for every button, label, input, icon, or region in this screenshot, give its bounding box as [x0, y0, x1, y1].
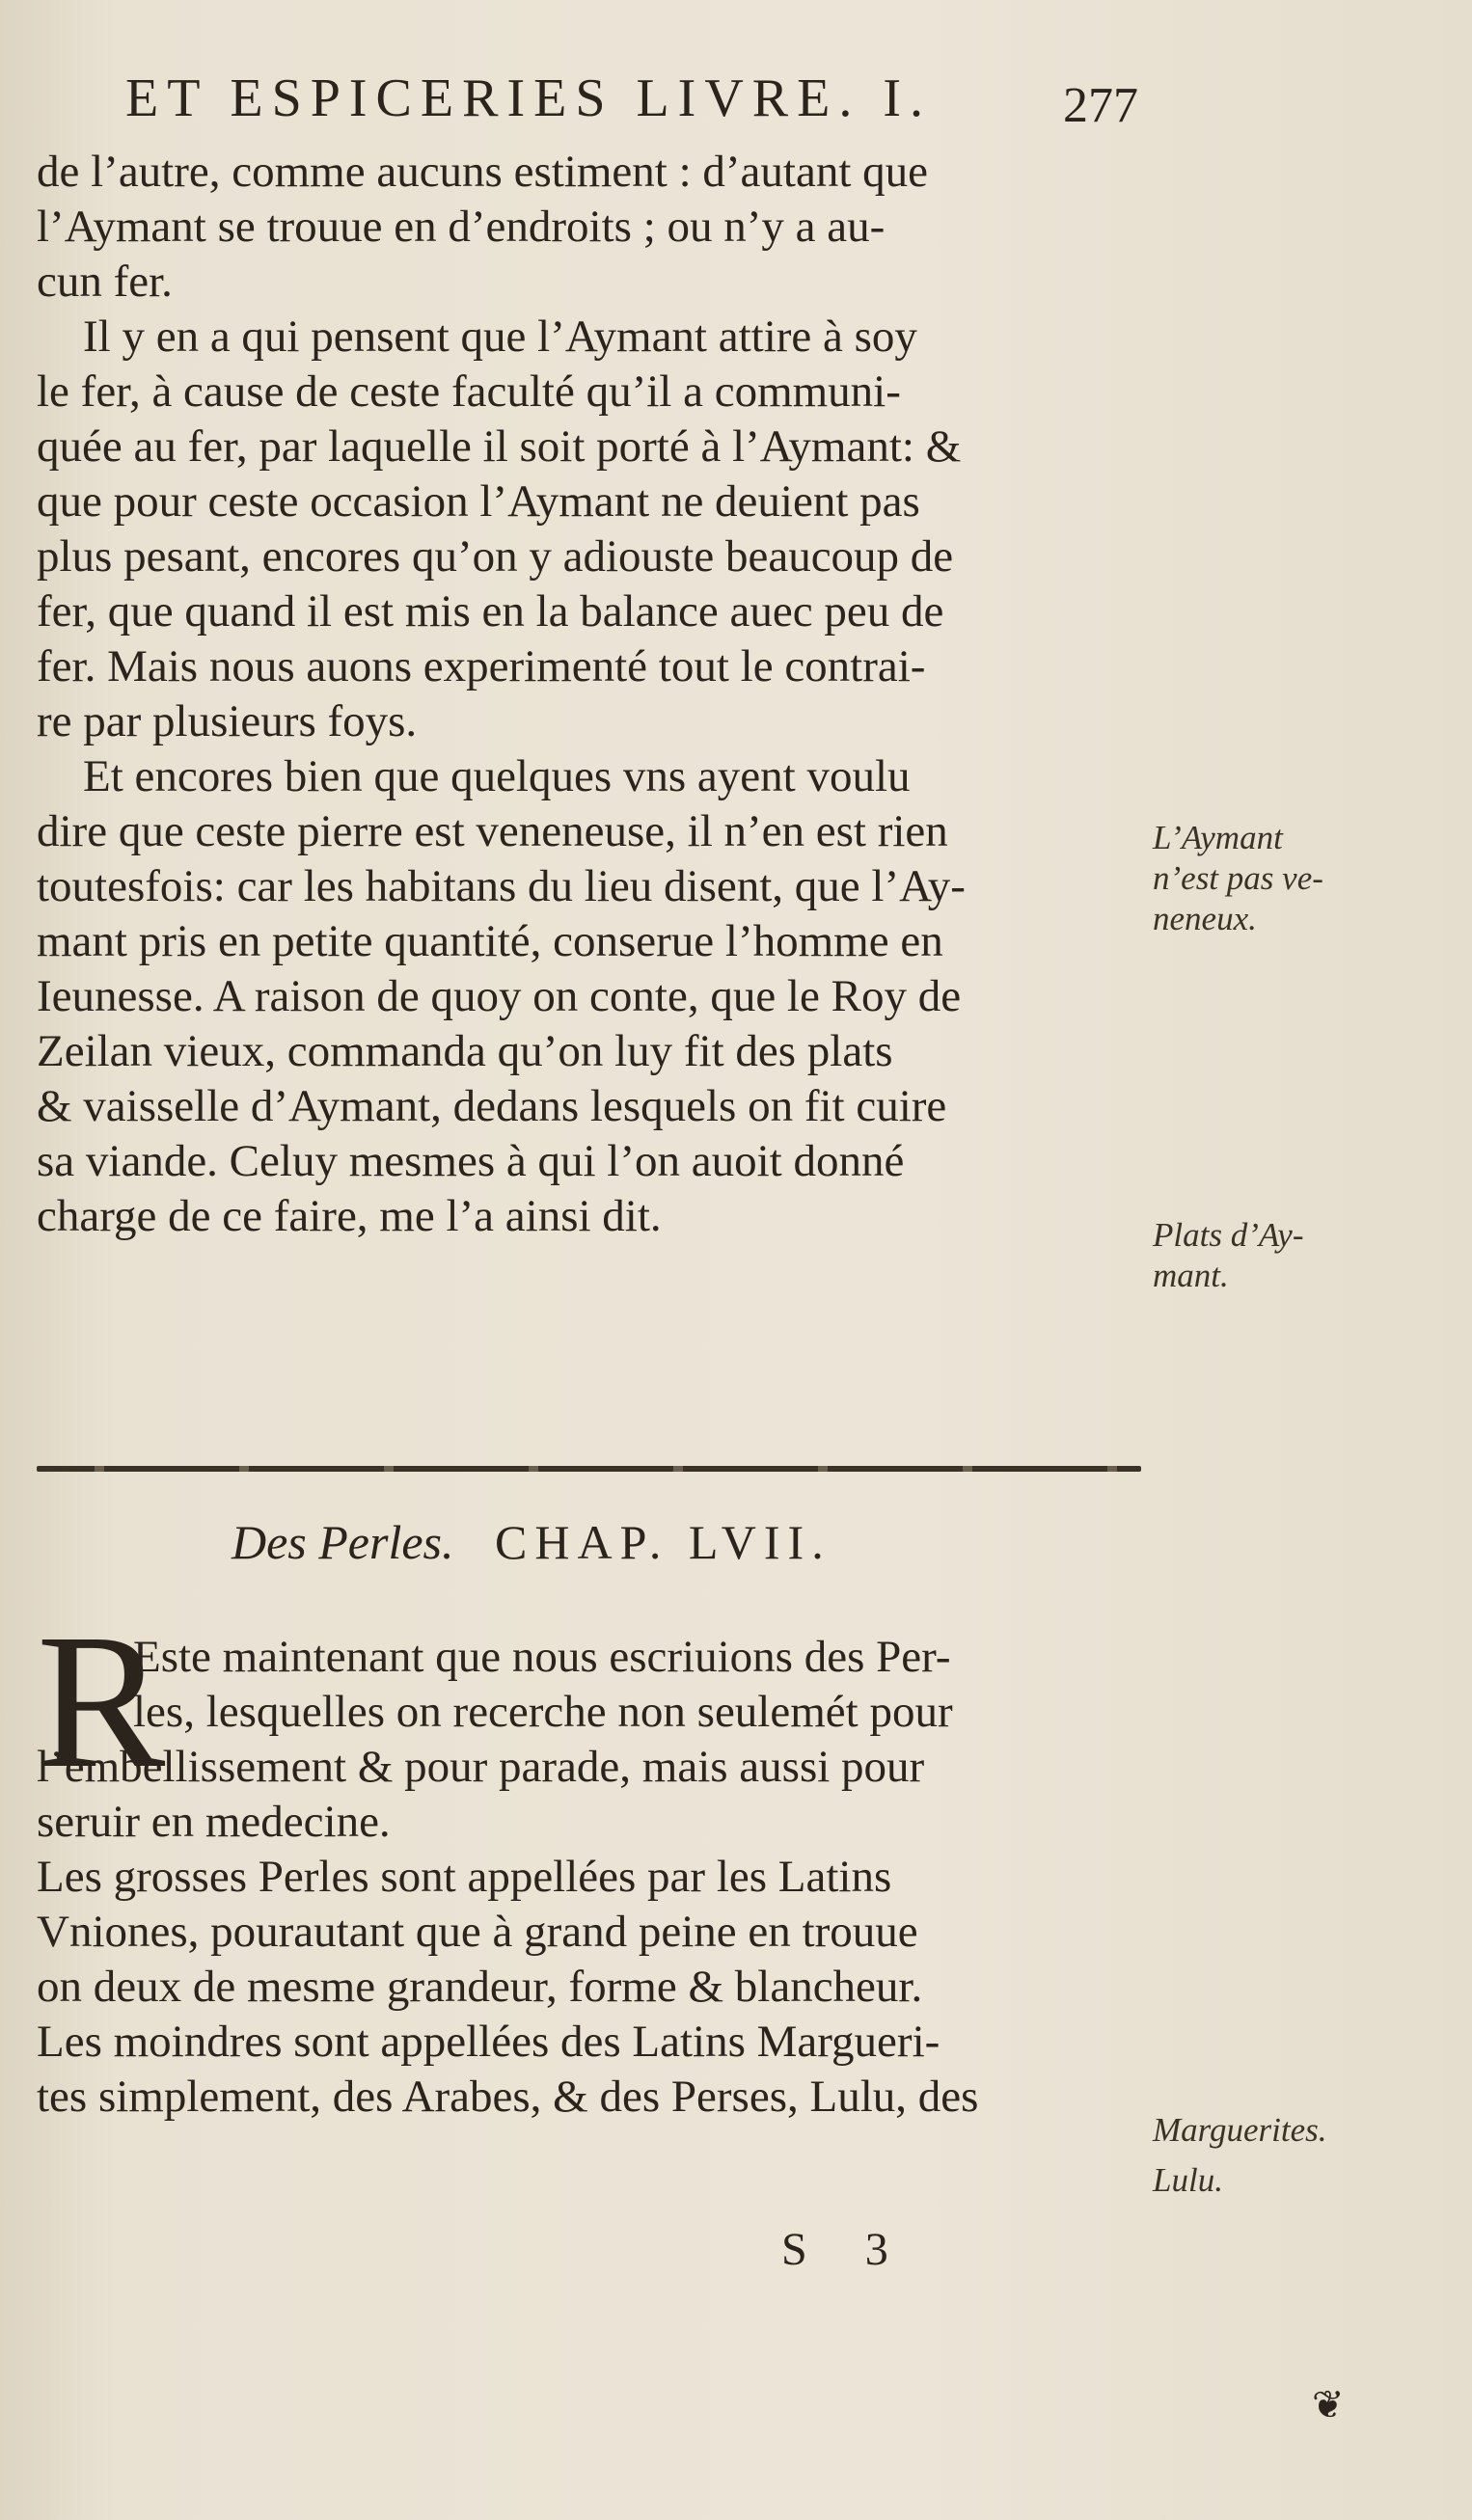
page-number: 277	[1063, 78, 1138, 133]
text-line: l’Aymant se trouue en d’endroits ; ou n’y a au-	[37, 202, 886, 252]
margin-note-line: neneux.	[1153, 900, 1257, 937]
text-line: cun fer.	[37, 257, 173, 307]
text-line: re par plusieurs foys.	[37, 696, 418, 746]
margin-note-line: mant.	[1153, 1257, 1229, 1294]
text-line: Este maintenant que nous escriuions des Per-	[133, 1632, 951, 1682]
text-line: on deux de mesme grandeur, forme & blancheur.	[37, 1962, 923, 2012]
drop-capital: R	[37, 1595, 166, 1808]
text-line: tes simplement, des Arabes, & des Perses, Lulu, des	[37, 2072, 979, 2122]
text-line: fer. Mais nous auons experimenté tout le contrai-	[37, 641, 926, 691]
page-header	[125, 68, 1138, 145]
text-line: Ieunesse. A raison de quoy on conte, que le Roy de	[37, 971, 962, 1021]
text-line: seruir en medecine.	[37, 1797, 391, 1847]
text-line: sa viande. Celuy mesmes à qui l’on auoit donné	[37, 1136, 905, 1186]
text-line: les, lesquelles on recerche non seulemét pour	[133, 1687, 953, 1737]
text-line: Les moindres sont appellées des Latins Margueri-	[37, 2017, 940, 2067]
text-line: Zeilan vieux, commanda qu’on luy fit des plats	[37, 1026, 893, 1076]
text-line: Il y en a qui pensent que l’Aymant attire à soy	[83, 312, 917, 362]
chapter-title-italic: Des Perles.	[232, 1515, 454, 1569]
text-line: Vniones, pourautant que à grand peine en trouue	[37, 1907, 918, 1957]
running-head: ET ESPICERIES LIVRE. I.	[125, 68, 932, 128]
text-line: charge de ce faire, me l’a ainsi dit.	[37, 1191, 662, 1241]
margin-note-line: L’Aymant	[1153, 819, 1283, 856]
margin-note-line: Marguerites.	[1153, 2111, 1327, 2149]
text-line: le fer, à cause de ceste faculté qu’il a communi-	[37, 366, 901, 417]
section-aymant-text	[37, 145, 1141, 1244]
margin-note-lulu	[1153, 2160, 1471, 2201]
signature-mark: S 3	[781, 2224, 912, 2275]
text-line: quée au fer, par laquelle il soit porté à l’Aymant: &	[37, 421, 962, 472]
text-line: plus pesant, encores qu’on y adiouste beaucoup de	[37, 531, 954, 582]
text-line: Les grosses Perles sont appellées par les Latins	[37, 1852, 892, 1902]
margin-note-marguerites	[1153, 2110, 1471, 2151]
text-line: toutesfois: car les habitans du lieu disent, que l’Ay-	[37, 861, 966, 911]
margin-note-aymant	[1153, 818, 1471, 939]
margin-note-plats	[1153, 1215, 1471, 1296]
text-line: & vaisselle d’Aymant, dedans lesquels on fit cuire	[37, 1081, 947, 1131]
margin-note-line: Plats d’Ay-	[1153, 1216, 1304, 1254]
text-line: de l’autre, comme aucuns estiment : d’autant que	[37, 147, 929, 197]
chapter-number: CHAP. LVII.	[495, 1515, 831, 1569]
margin-note-line: n’est pas ve-	[1153, 859, 1323, 897]
chapter-divider-rule	[37, 1466, 1141, 1472]
margin-note-line: Lulu.	[1153, 2161, 1223, 2199]
text-line: mant pris en petite quantité, conserue l’homme en	[37, 916, 943, 966]
text-line: fer, que quand il est mis en la balance auec peu de	[37, 586, 944, 637]
chapter-heading	[232, 1514, 1003, 1570]
section-perles-text	[37, 1595, 1146, 2125]
ornament-icon: ❦	[1312, 2383, 1345, 2426]
text-line: Et encores bien que quelques vns ayent voulu	[83, 751, 911, 801]
text-line: l’embellissement & pour parade, mais aussi pour	[37, 1742, 925, 1792]
text-line: que pour ceste occasion l’Aymant ne deuient pas	[37, 476, 920, 527]
text-line: dire que ceste pierre est veneneuse, il n’en est rien	[37, 806, 948, 856]
